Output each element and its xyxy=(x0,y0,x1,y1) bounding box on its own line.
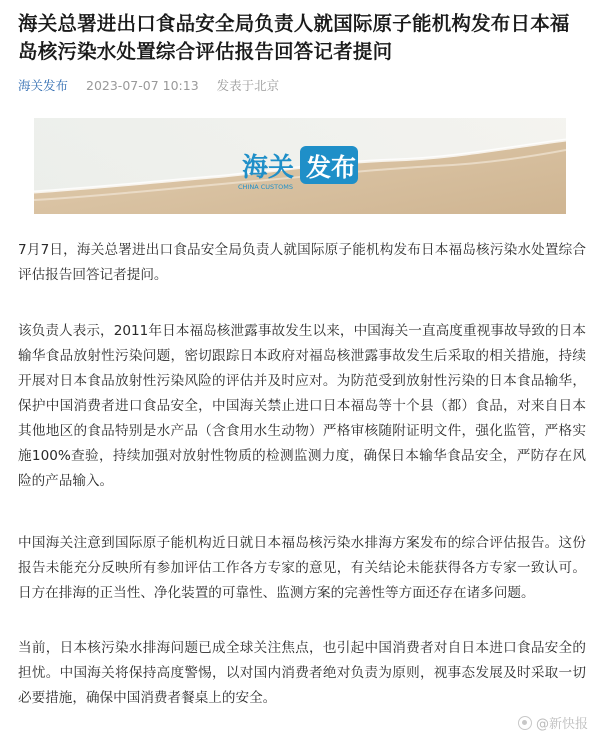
paragraph-statement: 该负责人表示，2011年日本福岛核泄露事故发生以来，中国海关一直高度重视事故导致的日本输华食品放射性污染问题，密切跟踪日本政府对福岛核泄露事故发生后采取的相关措施，持续开展对日本食品放射性污染风险的评估并及时应对。为防范受到放射性污染的日本食品输华，保护中国消费者进口食品安全，中国海关禁止进口日本福岛等十个县（都）食品，对来自日本其他地区的食品特别是水产品（含食用水生动物）严格审核随附证明文件，强化监管，严格实施100%查验，持续加强对放射性物质的检测监测力度，确保日本输华食品安全，严防存在风险的产品输入。 xyxy=(18,323,586,489)
paragraph-report: 中国海关注意到国际原子能机构近日就日本福岛核污染水排海方案发布的综合评估报告。这份报告未能充分反映所有参加评估工作各方专家的意见，有关结论未能获得各方专家一致认可。日方在排海的正当性、净化装置的可靠性、监测方案的完善性等方面还存在诸多问题。 xyxy=(18,535,586,601)
weibo-icon xyxy=(518,716,532,730)
watermark-text: @新快报 xyxy=(535,717,588,732)
article-meta xyxy=(18,78,279,94)
logo-text-sub: CHINA CUSTOMS xyxy=(238,183,293,191)
author-link[interactable]: 海关发布 xyxy=(18,78,69,93)
logo-text-fabu: 发布 xyxy=(306,153,357,182)
logo-text-haiguan: 海关 xyxy=(242,153,295,183)
article-title: 海关总署进出口食品安全局负责人就国际原子能机构发布日本福岛核污染水处置综合评估报告回答记者提问 xyxy=(18,12,570,63)
beach-banner-graphic xyxy=(34,118,566,214)
paragraph-intro: 7月7日，海关总署进出口食品安全局负责人就国际原子能机构发布日本福岛核污染水处置综合评估报告回答记者提问。 xyxy=(18,242,586,283)
publish-time: 2023-07-07 10:13 xyxy=(86,78,199,93)
source-watermark xyxy=(518,713,588,732)
paragraph-conclusion: 当前，日本核污染水排海问题已成全球关注焦点，也引起中国消费者对自日本进口食品安全的担忧。中国海关将保持高度警惕，以对国内消费者绝对负责为原则，视事态发展及时采取一切必要措施，确保中国消费者餐桌上的安全。 xyxy=(18,640,586,706)
cover-image xyxy=(34,118,566,214)
publish-location: 发表于北京 xyxy=(216,78,280,93)
